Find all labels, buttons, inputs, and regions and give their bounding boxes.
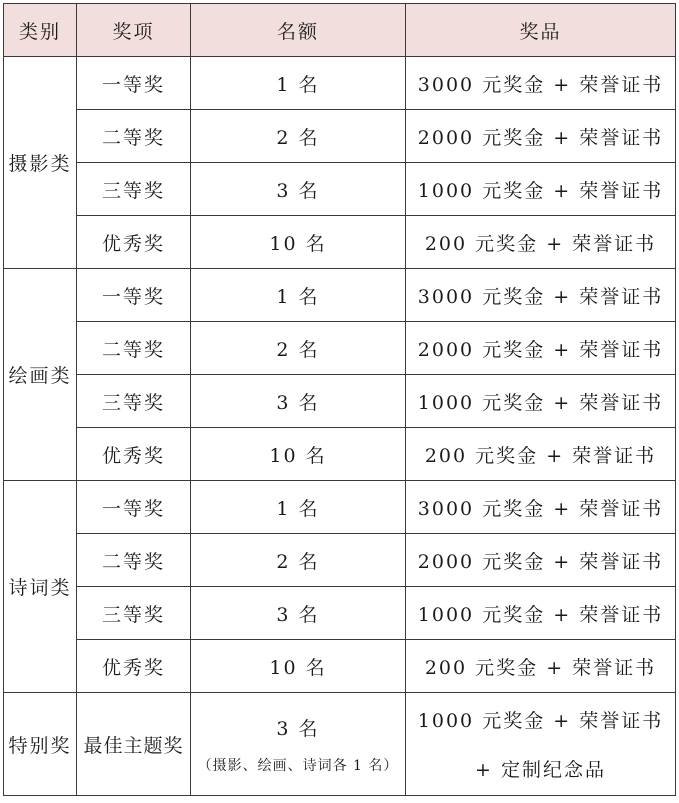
prize-cell: 1000 元奖金 + 荣誉证书 — [406, 375, 676, 428]
quota-cell: 2 名 — [191, 534, 406, 587]
quota-cell: 2 名 — [191, 110, 406, 163]
quota-cell: 1 名 — [191, 481, 406, 534]
awards-table — [3, 3, 676, 796]
prize-cell: 3000 元奖金 + 荣誉证书 — [406, 57, 676, 110]
prize-cell: 2000 元奖金 + 荣誉证书 — [406, 322, 676, 375]
quota-cell: 2 名 — [191, 322, 406, 375]
table-body — [4, 57, 676, 796]
award-cell: 最佳主题奖 — [77, 693, 191, 796]
award-row — [4, 216, 676, 269]
prize-cell: 1000 元奖金 + 荣誉证书 — [406, 163, 676, 216]
prize-cell: 200 元奖金 + 荣誉证书 — [406, 640, 676, 693]
award-cell: 一等奖 — [77, 481, 191, 534]
quota-cell: 1 名 — [191, 269, 406, 322]
award-cell: 二等奖 — [77, 322, 191, 375]
quota-cell: 3 名 — [191, 163, 406, 216]
category-cell: 特别奖 — [4, 693, 77, 796]
special-award-row — [4, 693, 676, 796]
header-category: 类别 — [4, 4, 77, 57]
award-row — [4, 57, 676, 110]
quota-cell: 10 名 — [191, 640, 406, 693]
quota-cell: 3 名 — [191, 587, 406, 640]
prize-cell: 1000 元奖金 + 荣誉证书 — [406, 587, 676, 640]
prize-cell: 3000 元奖金 + 荣誉证书 — [406, 481, 676, 534]
award-cell: 优秀奖 — [77, 640, 191, 693]
category-cell: 诗词类 — [4, 481, 77, 693]
header-prize: 奖品 — [406, 4, 676, 57]
quota-cell: 10 名 — [191, 428, 406, 481]
header-row — [4, 4, 676, 57]
quota-cell: 3 名 — [191, 375, 406, 428]
award-cell: 优秀奖 — [77, 216, 191, 269]
category-cell: 绘画类 — [4, 269, 77, 481]
award-row — [4, 587, 676, 640]
quota-value: 3 名 — [276, 717, 320, 740]
award-cell: 一等奖 — [77, 269, 191, 322]
prize-cell: 2000 元奖金 + 荣誉证书 — [406, 534, 676, 587]
award-row — [4, 640, 676, 693]
header-quota: 名额 — [191, 4, 406, 57]
award-cell: 三等奖 — [77, 163, 191, 216]
prize-cell: 3000 元奖金 + 荣誉证书 — [406, 269, 676, 322]
prize-cell: 200 元奖金 + 荣誉证书 — [406, 428, 676, 481]
award-row — [4, 269, 676, 322]
award-row — [4, 428, 676, 481]
award-cell: 二等奖 — [77, 534, 191, 587]
prize-line-1: 1000 元奖金 + 荣誉证书 — [417, 710, 664, 732]
award-row — [4, 322, 676, 375]
award-row — [4, 375, 676, 428]
prize-line-2: + 定制纪念品 — [475, 759, 606, 781]
award-row — [4, 481, 676, 534]
prize-cell: 200 元奖金 + 荣誉证书 — [406, 216, 676, 269]
quota-cell: 10 名 — [191, 216, 406, 269]
header-award: 奖项 — [77, 4, 191, 57]
quota-cell: 1 名 — [191, 57, 406, 110]
award-cell: 一等奖 — [77, 57, 191, 110]
quota-note: （摄影、绘画、诗词各 1 名） — [197, 757, 399, 774]
award-cell: 三等奖 — [77, 587, 191, 640]
award-row — [4, 534, 676, 587]
category-cell: 摄影类 — [4, 57, 77, 269]
award-row — [4, 163, 676, 216]
prize-cell — [406, 693, 676, 796]
prize-cell: 2000 元奖金 + 荣誉证书 — [406, 110, 676, 163]
award-cell: 三等奖 — [77, 375, 191, 428]
award-row — [4, 110, 676, 163]
award-cell: 二等奖 — [77, 110, 191, 163]
award-cell: 优秀奖 — [77, 428, 191, 481]
quota-cell — [191, 693, 406, 796]
